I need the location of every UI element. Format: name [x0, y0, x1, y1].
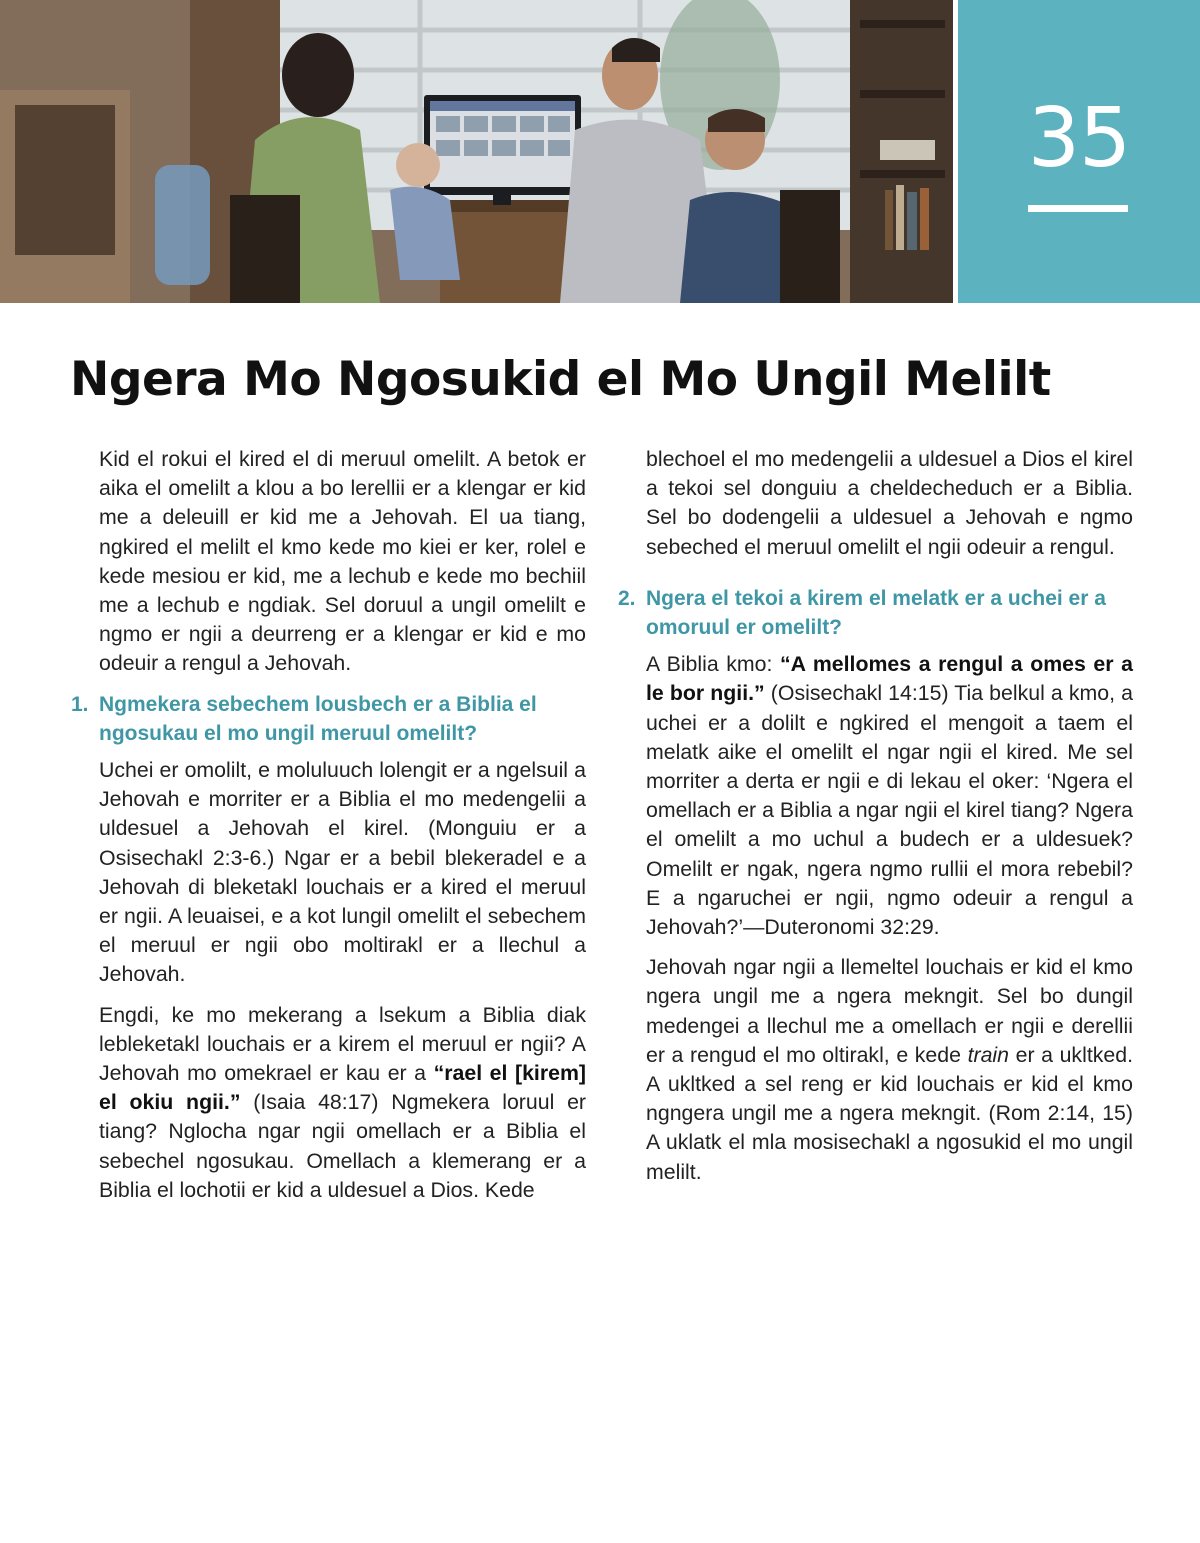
section-2-question-text: Ngera el tekoi a kirem el melatk er a uchei er a omoruul er omelilt? [646, 586, 1106, 640]
section-2-p1-text-b: (Osisechakl 14:15) Tia belkul a kmo, a uchei er a dolilt e ngkired el mengoit a taem el melatk aike el omelilt el ngar ngii el kired. Me sel morriter a derta er ngii e di lekau el oker: ‘Ngera el omellach er a Biblia a ngar ngii el kirel tiang? Ngera el omelilt a mo uchul a budech er a uldesuek? Omelilt er ngak, ngera ngmo rullii el mora rebebil? E a ngaruchei er ngii, ngmo odeuir a rengul a Jehovah?’—Duteronomi 32:29. [646, 681, 1133, 940]
chapter-number: 35 [1027, 91, 1131, 186]
section-1-question [71, 690, 586, 748]
section-2-p2-italic: train [967, 1042, 1009, 1067]
section-2-p2-text-a: Jehovah ngar ngii a llemeltel louchais er kid el kmo ngera ungil me a ngera mekngit. Sel bo dungil medengei a llechul me a omellach er ngii e derellii er a rengud el mo oltirakl, e kede [646, 955, 1133, 1067]
section-2-question [618, 584, 1133, 642]
header-photo [0, 0, 953, 303]
section-2-paragraph-1 [646, 650, 1133, 942]
chapter-badge [958, 0, 1200, 303]
right-column [618, 445, 1133, 1198]
chapter-rule [1028, 205, 1128, 212]
section-2-paragraph-2 [646, 953, 1133, 1187]
section-2-p1-text-a: A Biblia kmo: [646, 652, 781, 677]
left-column [71, 445, 587, 1216]
section-1-p2-quote: “rael el [kirem] el okiu ngii.” [99, 1061, 586, 1115]
section-1-number: 1. [71, 692, 89, 716]
intro-paragraph: Kid el rokui el kired el di meruul omelilt. A betok er aika el omelilt a klou a bo lerellii er a klengar er kid me a deleuill er kid me a Jehovah. El ua tiang, ngkired el melilt el kmo kede mo kiei er ker, rolel e kede mesiou er kid, me a lechub e kede mo bechiil me a lechub e ngdiak. Sel doruul a ungil omelilt e ngmo er ngii a deurreng er a klengar er kid e mo odeuir a rengul a Jehovah. [99, 447, 586, 676]
section-1-paragraph-2-continued: blechoel el mo medengelii a uldesuel a Dios el kirel a tekoi sel donguiu a cheldecheduch er a Biblia. Sel bo dodengelii a uldesuel a Jehovah e ngmo sebeched el meruul omelilt el ngii odeuir a rengul. [646, 447, 1133, 559]
section-1-p2-text-a: Engdi, ke mo mekerang a lsekum a Biblia diak lebleketakl louchais er a kirem el meruul er ngii? A Jehovah mo omekrael er kau er a [99, 1002, 586, 1086]
page-title: Ngera Mo Ngosukid el Mo Ungil Melilt [70, 352, 1051, 407]
section-2-p1-quote: “A mellomes a rengul a omes er a le bor ngii.” [646, 652, 1133, 706]
section-1-paragraph-2 [99, 1001, 586, 1205]
section-1-question-text: Ngmekera sebechem lousbech er a Biblia el ngosukau el mo ungil meruul omelilt? [99, 692, 537, 745]
section-2-p2-text-b: er a ukltked. A ukltked a sel reng er kid louchais er kid el kmo ngngera ungil me a ngera mekngit. (Rom 2:14, 15) A uklatk el mla mosisechakl a ngosukid el mo ungil melilt. [646, 1042, 1133, 1184]
section-1-paragraph-1: Uchei er omolilt, e moluluuch lolengit er a ngelsuil a Jehovah e morriter er a Biblia el mo medengelii a uldesuel a Jehovah el kirel. (Monguiu er a Osisechakl 2:3-6.) Ngar er a bebil blekeradel e a Jehovah di bleketakl louchais er a kired el meruul er ngii. A leuaisei, e a kot lungil omelilt el sebechem el meruul er ngii obo moltirakl er a llechul a Jehovah. [99, 758, 586, 987]
section-1-p2-text-b: (Isaia 48:17) Ngmekera loruul er tiang? Nglocha ngar ngii omellach er a Biblia el sebechel ngosukau. Omellach a klemerang er a Biblia el lochotii er kid a uldesuel a Dios. Kede [99, 1090, 587, 1202]
section-2-number: 2. [618, 586, 636, 610]
